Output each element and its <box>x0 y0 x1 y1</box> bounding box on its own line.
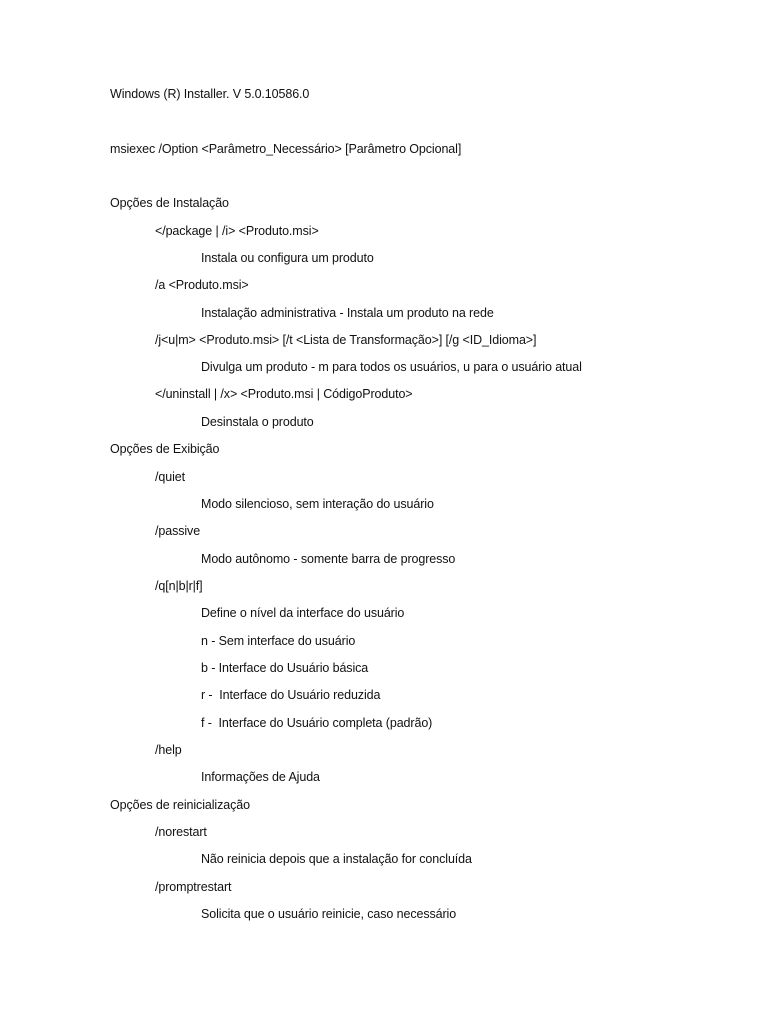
option-description: Divulga um produto - m para todos os usuários, u para o usuário atual <box>201 360 582 374</box>
ui-level-item: r - Interface do Usuário reduzida <box>201 688 381 702</box>
section-heading-restart: Opções de reinicialização <box>110 798 250 812</box>
ui-level-item: f - Interface do Usuário completa (padrão) <box>201 716 433 730</box>
option-description: Modo silencioso, sem interação do usuário <box>201 497 434 511</box>
option-description: Desinstala o produto <box>201 415 314 429</box>
option-description: Não reinicia depois que a instalação for concluída <box>201 852 472 866</box>
option-description: Instala ou configura um produto <box>201 251 374 265</box>
option-package: </package | /i> <Produto.msi> <box>155 224 319 238</box>
option-promptrestart: /promptrestart <box>155 880 232 894</box>
option-uninstall: </uninstall | /x> <Produto.msi | CódigoProduto> <box>155 387 413 401</box>
syntax-line: msiexec /Option <Parâmetro_Necessário> [Parâmetro Opcional] <box>110 142 462 156</box>
option-description: Informações de Ajuda <box>201 770 320 784</box>
option-description: Define o nível da interface do usuário <box>201 606 405 620</box>
option-norestart: /norestart <box>155 825 207 839</box>
section-heading-display: Opções de Exibição <box>110 442 220 456</box>
section-heading-install: Opções de Instalação <box>110 196 229 210</box>
option-ui-level: /q[n|b|r|f] <box>155 579 203 593</box>
ui-level-item: b - Interface do Usuário básica <box>201 661 369 675</box>
option-admin: /a <Produto.msi> <box>155 278 249 292</box>
option-description: Solicita que o usuário reinicie, caso necessário <box>201 907 457 921</box>
option-quiet: /quiet <box>155 470 185 484</box>
option-help: /help <box>155 743 182 757</box>
installer-version-line: Windows (R) Installer. V 5.0.10586.0 <box>110 87 310 101</box>
ui-level-item: n - Sem interface do usuário <box>201 634 356 648</box>
option-passive: /passive <box>155 524 201 538</box>
option-advertise: /j<u|m> <Produto.msi> [/t <Lista de Transformação>] [/g <ID_Idioma>] <box>155 333 537 347</box>
option-description: Modo autônomo - somente barra de progresso <box>201 552 456 566</box>
option-description: Instalação administrativa - Instala um produto na rede <box>201 306 494 320</box>
